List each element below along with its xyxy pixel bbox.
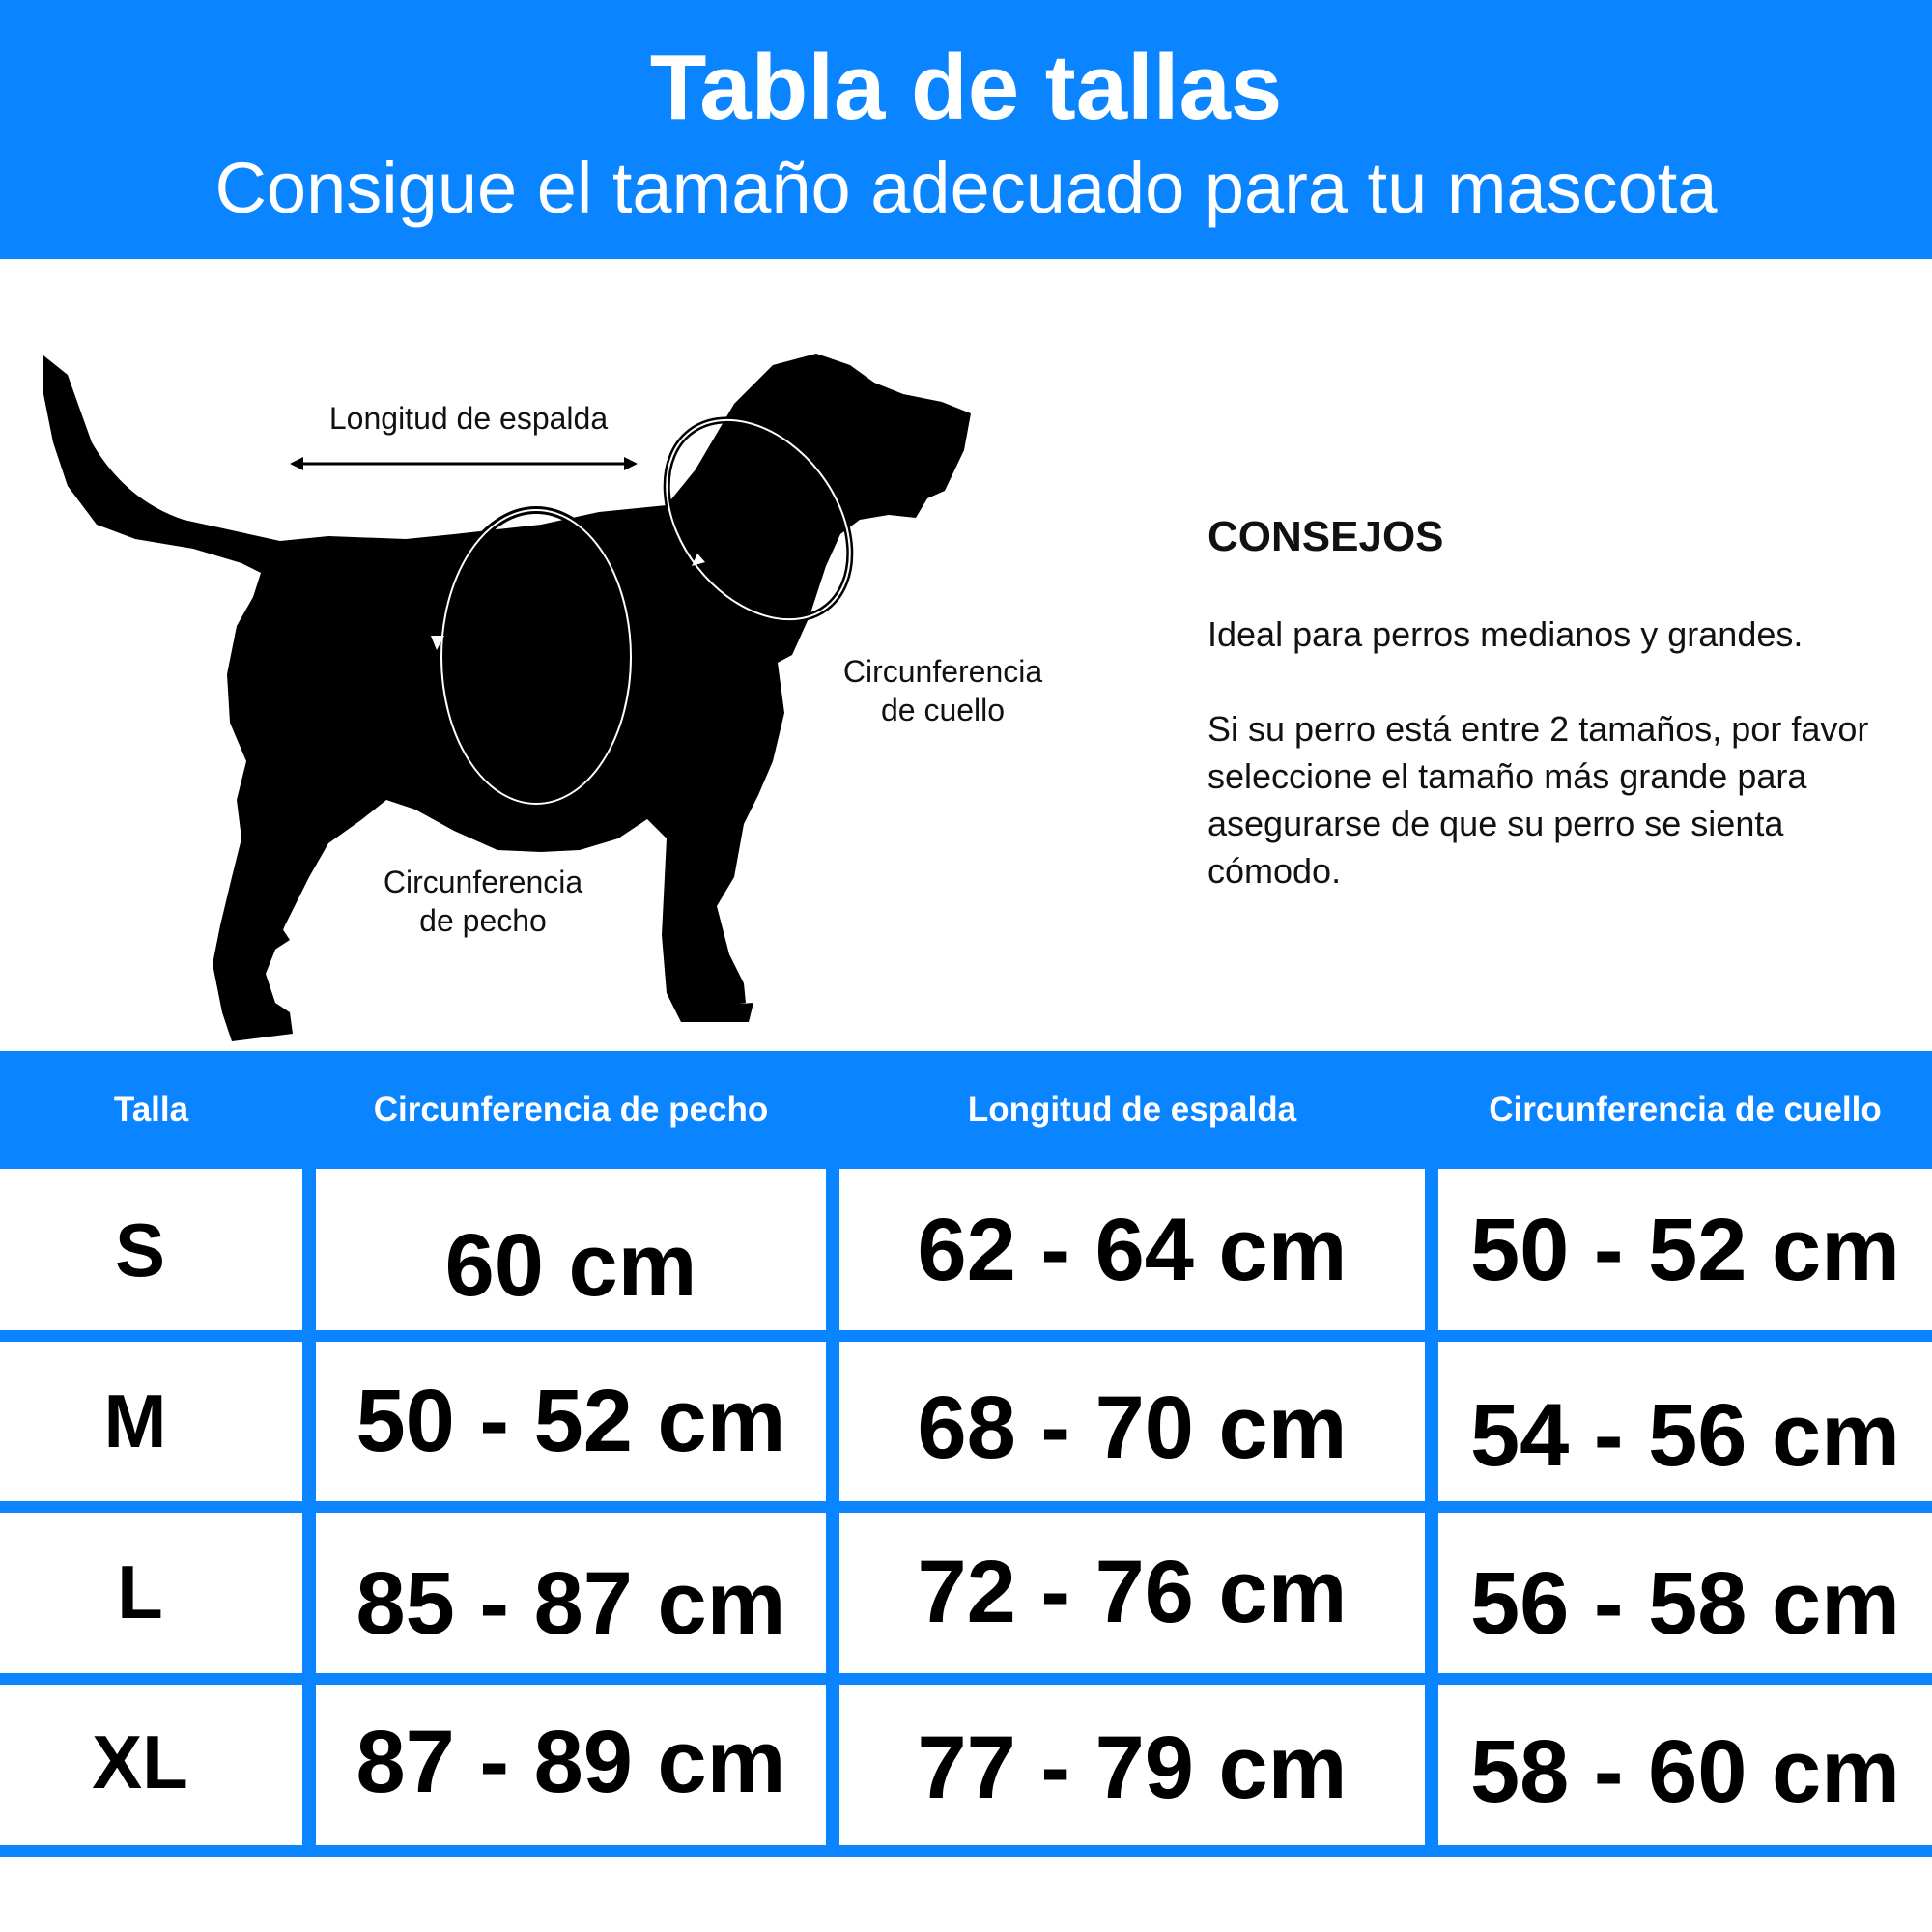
neck-circumference-label: Circunferencia de cuello: [842, 654, 1043, 727]
grid-line: [826, 1051, 839, 1855]
size-cell: S: [114, 1208, 166, 1293]
grid-line: [302, 1051, 316, 1855]
column-header-neck: Circunferencia de cuello: [1438, 1051, 1932, 1169]
grid-line: [1425, 1051, 1438, 1855]
back-length-label: Longitud de espalda: [328, 401, 609, 436]
page-subtitle: Consigue el tamaño adecuado para tu mascota: [214, 148, 1718, 228]
tips-paragraph-1: Ideal para perros medianos y grandes.: [1208, 614, 1804, 654]
chest-cell: 87 - 89 cm: [355, 1713, 786, 1811]
neck-cell: 56 - 58 cm: [1470, 1554, 1900, 1653]
column-header-back: Longitud de espalda: [839, 1051, 1425, 1169]
size-cell: M: [103, 1378, 167, 1463]
size-cell: XL: [92, 1719, 188, 1804]
size-cell: L: [117, 1549, 163, 1634]
back-cell: 62 - 64 cm: [917, 1201, 1348, 1299]
column-header-chest: Circunferencia de pecho: [316, 1051, 826, 1169]
header-banner: [0, 0, 1932, 259]
size-table: [0, 1051, 1932, 1862]
back-cell: 77 - 79 cm: [917, 1719, 1348, 1817]
back-cell: 68 - 70 cm: [917, 1378, 1348, 1477]
neck-cell: 54 - 56 cm: [1470, 1386, 1900, 1485]
tips-heading: CONSEJOS: [1208, 513, 1444, 560]
neck-cell: 58 - 60 cm: [1470, 1722, 1900, 1821]
chest-cell: 60 cm: [444, 1216, 697, 1315]
chest-cell: 50 - 52 cm: [355, 1372, 786, 1470]
back-cell: 72 - 76 cm: [917, 1543, 1348, 1641]
column-header-size: Talla: [0, 1051, 302, 1169]
neck-cell: 50 - 52 cm: [1470, 1201, 1900, 1299]
chest-circumference-label: Circunferencia de pecho: [383, 865, 583, 938]
tips-section: [1208, 512, 1903, 942]
grid-line: [0, 1330, 1932, 1342]
chest-cell: 85 - 87 cm: [355, 1554, 786, 1653]
dog-measurement-diagram: [0, 259, 1111, 1051]
page-title: Tabla de tallas: [649, 36, 1283, 139]
tips-paragraph-2: Si su perro está entre 2 tamaños, por favor seleccione el tamaño más grande para asegurarse de que su perro se sienta cómodo.: [1208, 709, 1869, 891]
